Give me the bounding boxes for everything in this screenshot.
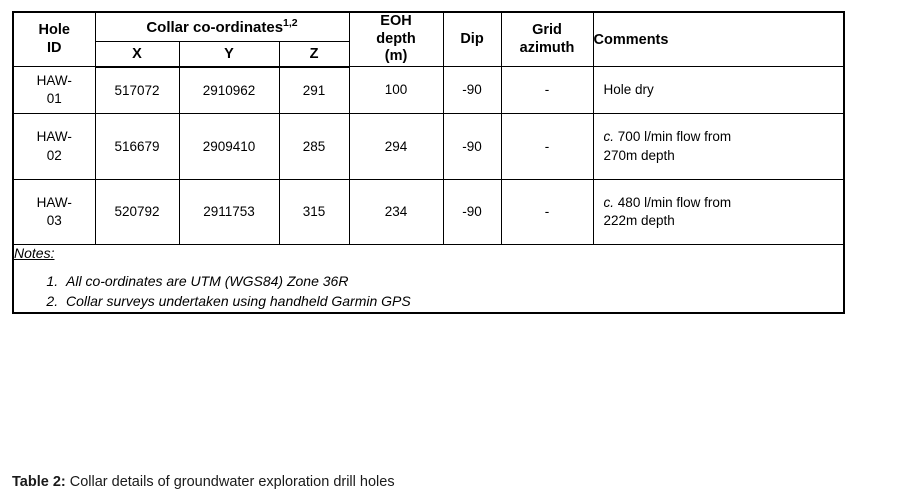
hole-id-line2: 01 — [46, 91, 62, 107]
drill-hole-table-container — [12, 11, 843, 314]
cell-hole-id — [13, 114, 95, 179]
header-z: Z — [279, 41, 349, 66]
hole-id-line2: 03 — [46, 212, 62, 228]
comments-prefix: c. — [603, 194, 615, 210]
header-eoh-depth — [349, 12, 443, 67]
notes-section — [13, 245, 844, 313]
cell-y: 2910962 — [179, 67, 279, 114]
cell-comments — [593, 179, 844, 244]
header-eoh-line1: EOH — [380, 13, 412, 29]
cell-z: 285 — [279, 114, 349, 179]
table-row — [13, 114, 844, 179]
cell-hole-id — [13, 67, 95, 114]
cell-comments — [593, 67, 844, 114]
header-hole-id-line1: Hole — [38, 21, 70, 38]
cell-y: 2911753 — [179, 179, 279, 244]
cell-z: 291 — [279, 67, 349, 114]
comments-line1: 480 l/min flow from — [617, 194, 732, 210]
header-grid-line2: azimuth — [519, 39, 575, 56]
header-dip: Dip — [443, 12, 501, 67]
header-collar-coordinates — [95, 12, 349, 41]
cell-x: 516679 — [95, 114, 179, 179]
cell-y: 2909410 — [179, 114, 279, 179]
header-grid-line1: Grid — [532, 21, 562, 38]
comments-prefix: c. — [603, 129, 615, 145]
table-row — [13, 67, 844, 114]
header-eoh-line2: depth — [376, 30, 416, 47]
header-hole-id-line2: ID — [47, 39, 62, 56]
table-row — [13, 179, 844, 244]
cell-eoh-depth: 100 — [349, 67, 443, 114]
comments-line2: 222m depth — [603, 212, 675, 228]
table-notes-row — [13, 245, 844, 313]
caption-text: Collar details of groundwater exploration drill holes — [69, 474, 395, 490]
cell-dip: -90 — [443, 67, 501, 114]
caption-label: Table 2: — [12, 474, 66, 490]
hole-id-line1: HAW- — [36, 72, 72, 88]
hole-id-line1: HAW- — [36, 194, 72, 210]
header-x: X — [95, 41, 179, 66]
hole-id-line1: HAW- — [36, 129, 72, 145]
cell-grid-azimuth: - — [501, 179, 593, 244]
list-item: 1. All co-ordinates are UTM (WGS84) Zone 36R — [62, 271, 843, 291]
table-header-row-1 — [13, 12, 844, 41]
header-comments: Comments — [593, 12, 844, 67]
notes-list — [14, 271, 843, 312]
cell-x: 517072 — [95, 67, 179, 114]
list-item: 2. Collar surveys undertaken using handheld Garmin GPS — [62, 291, 843, 311]
cell-dip: -90 — [443, 179, 501, 244]
header-grid-azimuth — [501, 12, 593, 67]
cell-grid-azimuth: - — [501, 114, 593, 179]
cell-x: 520792 — [95, 179, 179, 244]
header-y: Y — [179, 41, 279, 66]
cell-eoh-depth: 234 — [349, 179, 443, 244]
notes-title: Notes: — [14, 245, 55, 262]
header-collar-footnote-marker: 1,2 — [283, 17, 298, 30]
cell-eoh-depth: 294 — [349, 114, 443, 179]
header-hole-id — [13, 12, 95, 67]
cell-hole-id — [13, 179, 95, 244]
comments-line1: Hole dry — [603, 82, 654, 98]
cell-comments — [593, 114, 844, 179]
header-collar-label: Collar co-ordinates — [146, 19, 284, 37]
cell-z: 315 — [279, 179, 349, 244]
hole-id-line2: 02 — [46, 147, 62, 163]
table-caption — [12, 474, 395, 490]
cell-dip: -90 — [443, 114, 501, 179]
header-eoh-line3: (m) — [384, 48, 408, 65]
cell-grid-azimuth: - — [501, 67, 593, 114]
drill-hole-table — [12, 11, 845, 314]
comments-line2: 270m depth — [603, 147, 675, 163]
comments-line1: 700 l/min flow from — [617, 129, 732, 145]
